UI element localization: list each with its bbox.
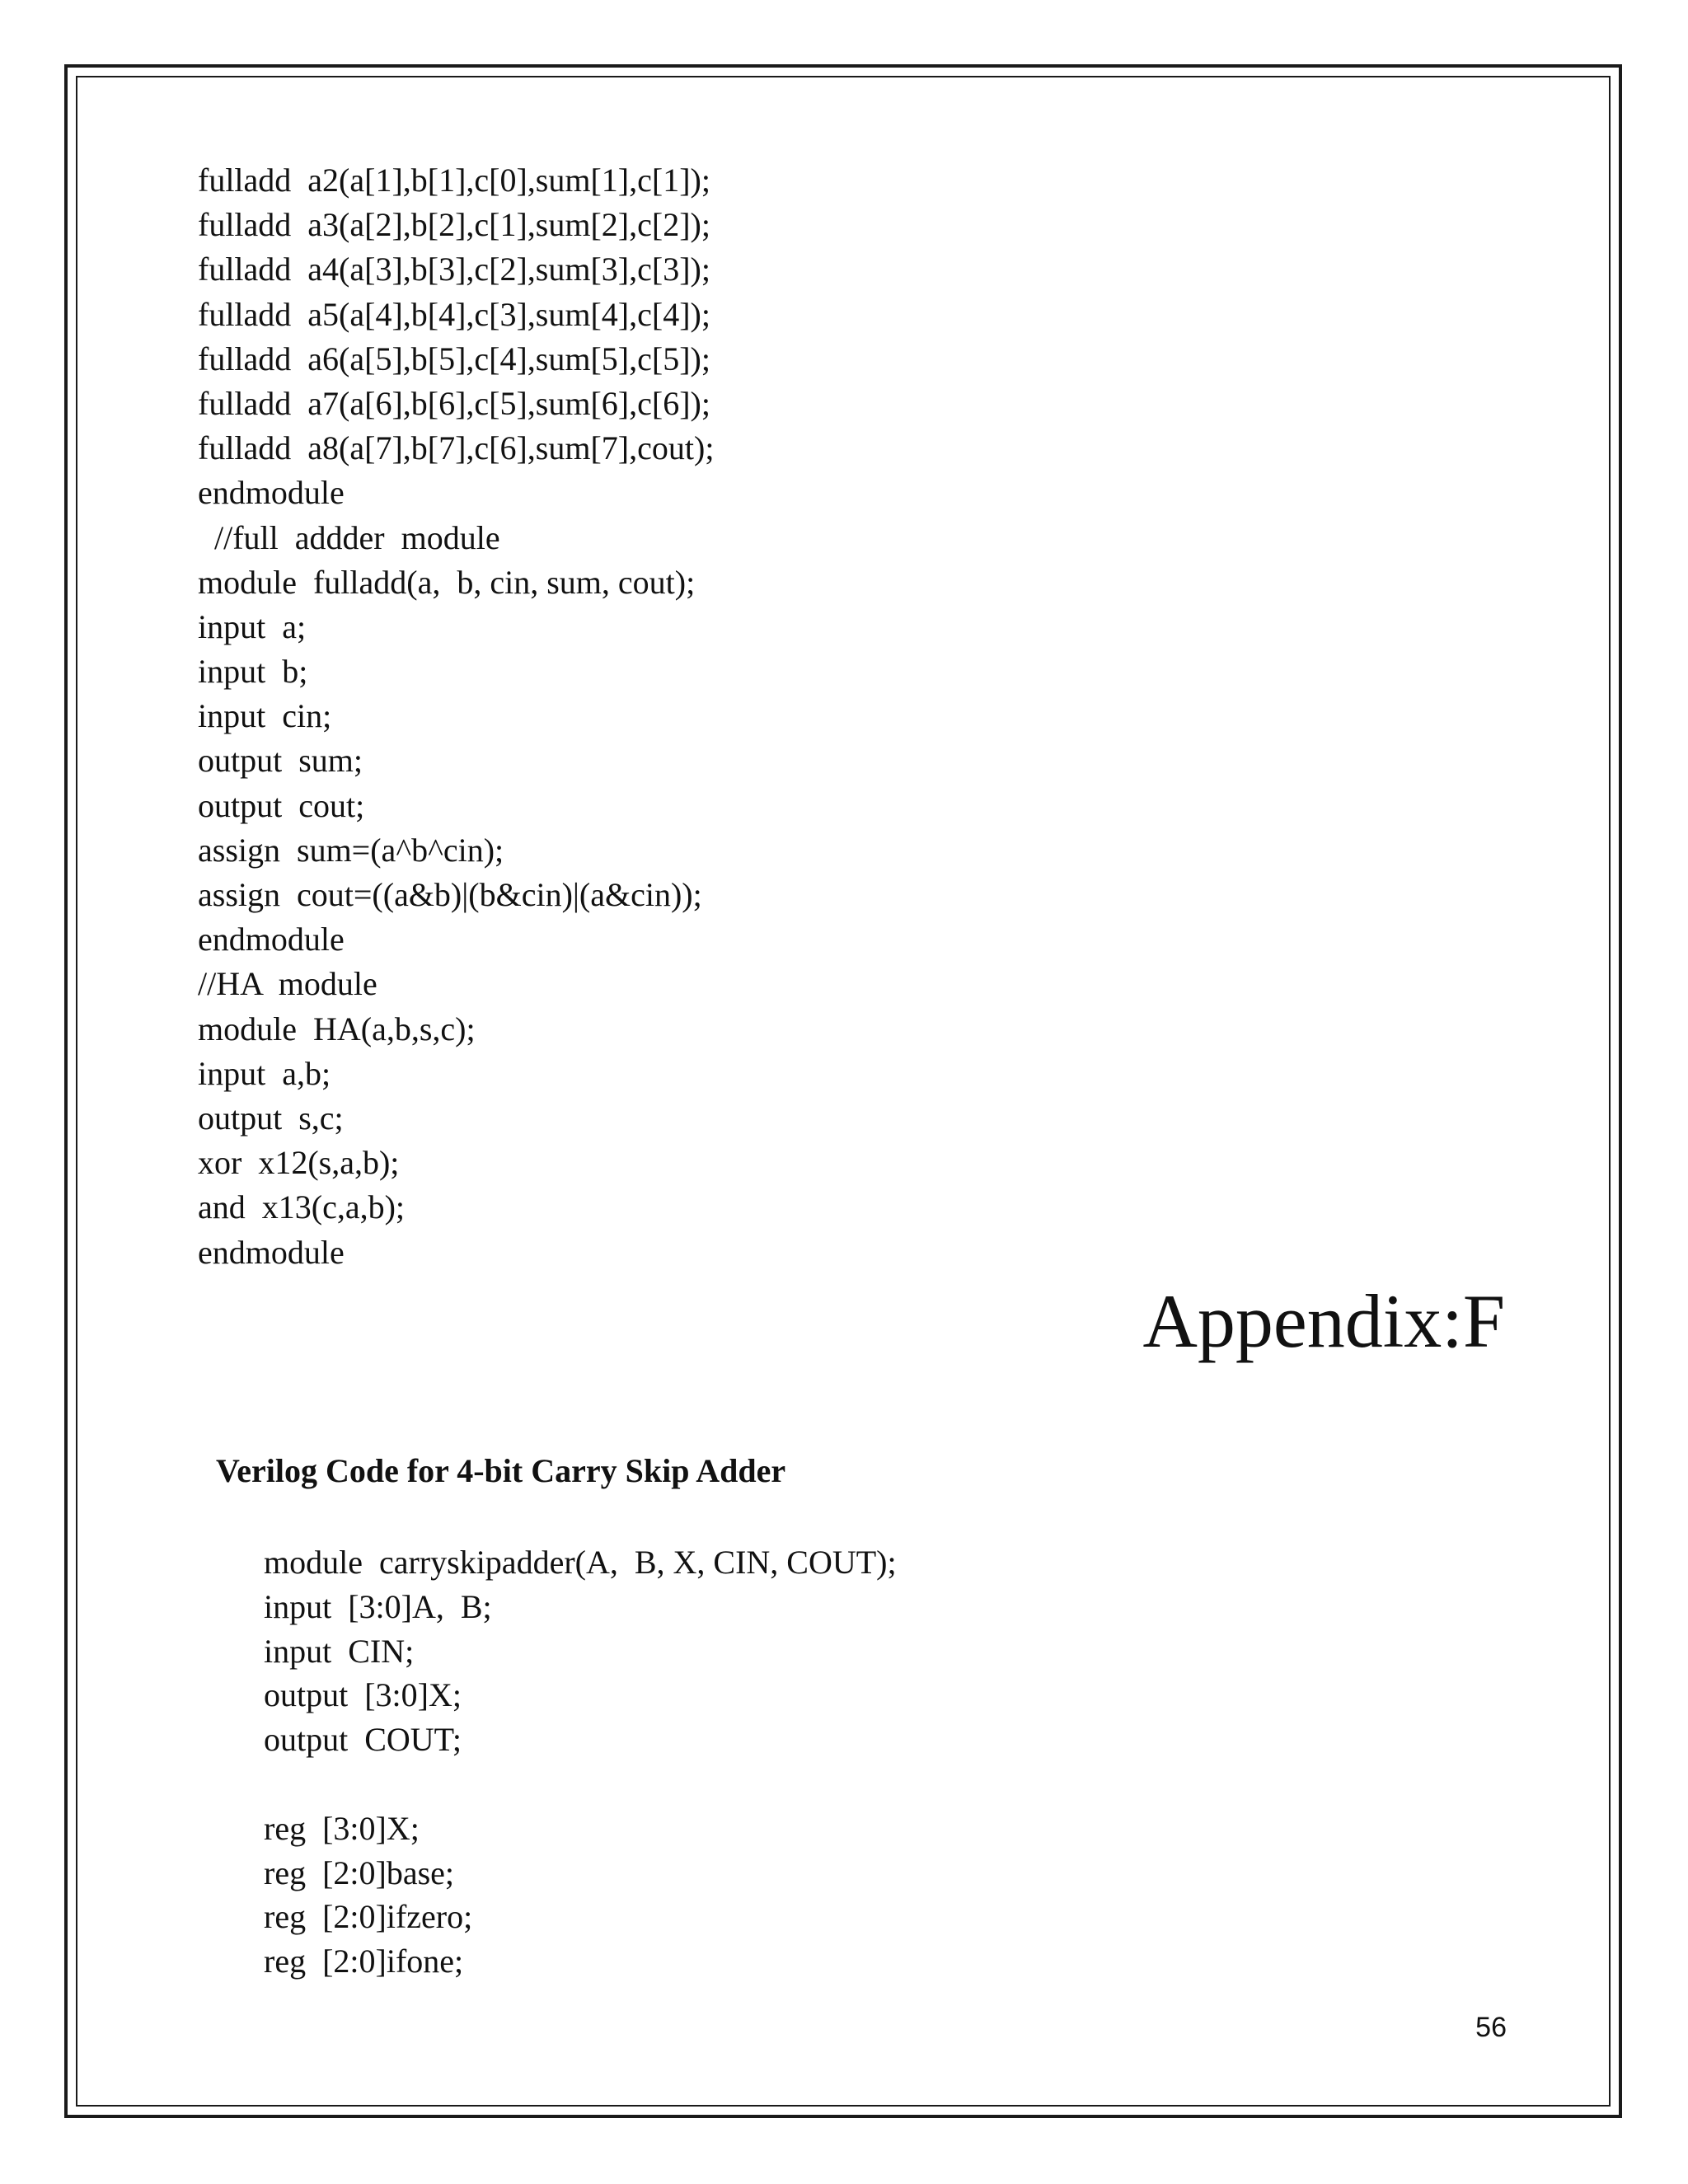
code-line: output COUT; bbox=[264, 1721, 462, 1759]
code-line: fulladd a3(a[2],b[2],c[1],sum[2],c[2]); bbox=[198, 206, 710, 244]
code-line: fulladd a7(a[6],b[6],c[5],sum[6],c[6]); bbox=[198, 384, 710, 422]
code-blank-line bbox=[264, 1762, 897, 1807]
code-line: input a,b; bbox=[198, 1054, 331, 1092]
code-line: assign cout=((a&b)|(b&cin)|(a&cin)); bbox=[198, 876, 702, 913]
code-line: output [3:0]X; bbox=[264, 1676, 462, 1714]
code-line: input a; bbox=[198, 607, 307, 645]
code-line: fulladd a2(a[1],b[1],c[0],sum[1],c[1]); bbox=[198, 162, 710, 199]
code-line: fulladd a8(a[7],b[7],c[6],sum[7],cout); bbox=[198, 429, 715, 467]
code-line: fulladd a5(a[4],b[4],c[3],sum[4],c[4]); bbox=[198, 295, 710, 333]
code-line: input cin; bbox=[198, 697, 332, 735]
code-listing-top bbox=[198, 158, 714, 1275]
section-title: Verilog Code for 4-bit Carry Skip Adder bbox=[216, 1452, 786, 1489]
code-line: output cout; bbox=[198, 786, 365, 824]
code-comment: //HA module bbox=[198, 965, 377, 1003]
code-line: module HA(a,b,s,c); bbox=[198, 1010, 476, 1047]
code-line: input [3:0]A, B; bbox=[264, 1587, 492, 1625]
code-line: module carryskipadder(A, B, X, CIN, COUT); bbox=[264, 1544, 897, 1581]
code-line: input CIN; bbox=[264, 1632, 415, 1670]
appendix-heading: Appendix:F bbox=[1142, 1279, 1505, 1363]
page-number: 56 bbox=[1475, 2012, 1507, 2043]
code-line: endmodule bbox=[198, 1233, 345, 1271]
code-comment: //full addder module bbox=[198, 518, 500, 556]
code-line: reg [2:0]ifone; bbox=[264, 1943, 464, 1980]
code-line: output s,c; bbox=[198, 1099, 344, 1137]
code-line: fulladd a4(a[3],b[3],c[2],sum[3],c[3]); bbox=[198, 251, 710, 288]
code-line: reg [2:0]ifzero; bbox=[264, 1898, 473, 1936]
code-line: endmodule bbox=[198, 474, 345, 512]
code-listing-bottom bbox=[264, 1540, 897, 1984]
code-line: reg [2:0]base; bbox=[264, 1854, 455, 1891]
code-line: assign sum=(a^b^cin); bbox=[198, 831, 504, 869]
code-line: output sum; bbox=[198, 742, 363, 780]
code-line: fulladd a6(a[5],b[5],c[4],sum[5],c[5]); bbox=[198, 340, 710, 377]
code-line: and x13(c,a,b); bbox=[198, 1188, 406, 1226]
code-line: module fulladd(a, b, cin, sum, cout); bbox=[198, 563, 696, 601]
code-line: endmodule bbox=[198, 921, 345, 958]
code-line: reg [3:0]X; bbox=[264, 1809, 420, 1847]
code-line: input b; bbox=[198, 653, 308, 691]
code-line: xor x12(s,a,b); bbox=[198, 1144, 400, 1182]
